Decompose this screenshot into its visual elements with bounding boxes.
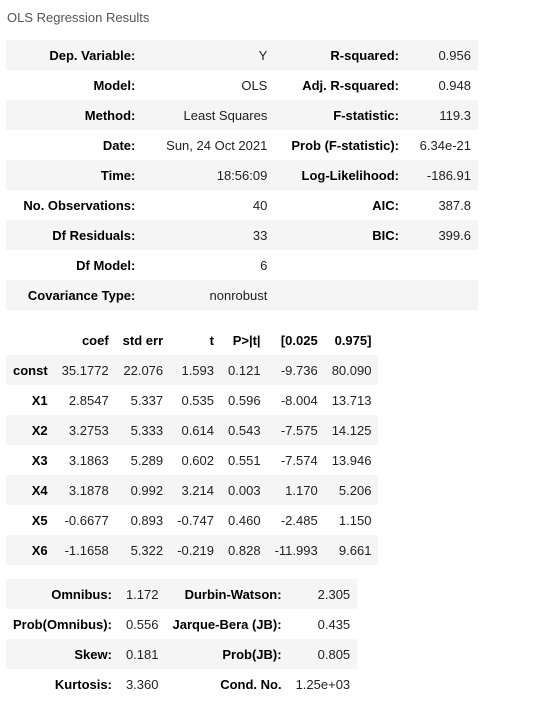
row-header: X4 (31, 482, 48, 498)
summary-value: OLS (241, 77, 268, 93)
summary-value: nonrobust (209, 287, 268, 303)
summary-value: Sun, 24 Oct 2021 (166, 137, 268, 153)
table-cell: 3.2753 (68, 422, 109, 438)
column-header: coef (81, 332, 109, 348)
table-cell: 3.1878 (68, 482, 109, 498)
table-cell: 0.543 (228, 422, 261, 438)
table-header-row (6, 325, 378, 355)
row-header: X1 (31, 392, 48, 408)
diagnostic-label: Kurtosis: (54, 676, 112, 692)
summary-label: R-squared: (330, 47, 399, 63)
summary-label: Df Residuals: (52, 227, 136, 243)
table-cell: 5.337 (130, 392, 164, 408)
table-row (6, 130, 478, 160)
column-header: t (209, 332, 215, 348)
diagnostics-table (6, 579, 357, 699)
diagnostic-label: Omnibus: (51, 586, 112, 602)
table-cell: 2.8547 (68, 392, 109, 408)
summary-value: Y (258, 47, 268, 63)
table-cell: 35.1772 (61, 362, 109, 378)
table-cell: 3.214 (181, 482, 215, 498)
summary-value: -186.91 (426, 167, 471, 183)
summary-label: Method: (84, 107, 136, 123)
table-cell: 3.1863 (68, 452, 109, 468)
table-cell: -9.736 (280, 362, 318, 378)
column-header: P>|t| (232, 332, 261, 348)
table-row (6, 639, 357, 669)
summary-value: 119.3 (439, 107, 471, 123)
diagnostic-value: 3.360 (125, 676, 159, 692)
column-header (6, 325, 55, 355)
diagnostic-value: 0.805 (317, 646, 351, 662)
summary-label: Df Model: (76, 257, 136, 273)
table-cell: -7.574 (280, 452, 318, 468)
summary-label: Time: (100, 167, 136, 183)
summary-value: 6.34e-21 (419, 137, 471, 153)
table-row (6, 190, 478, 220)
diagnostic-label: Jarque-Bera (JB): (172, 616, 282, 632)
summary-label: Log-Likelihood: (301, 167, 399, 183)
table-row (6, 280, 478, 310)
table-row (6, 355, 378, 385)
table-cell: 80.090 (331, 362, 372, 378)
table-cell: 0.535 (181, 392, 215, 408)
table-cell: 0.893 (130, 512, 164, 528)
summary-value: 18:56:09 (216, 167, 268, 183)
model-summary-table (6, 40, 478, 310)
table-row (6, 70, 478, 100)
summary-label: Dep. Variable: (49, 47, 136, 63)
diagnostic-value: 0.435 (317, 616, 351, 632)
table-row (6, 100, 478, 130)
table-cell: -8.004 (280, 392, 318, 408)
table-row (6, 609, 357, 639)
coefficient-table (6, 325, 378, 565)
diagnostic-label: Cond. No. (220, 676, 282, 692)
summary-label: No. Observations: (23, 197, 136, 213)
table-cell: 0.992 (130, 482, 164, 498)
summary-label: Adj. R-squared: (302, 77, 399, 93)
table-row (6, 415, 378, 445)
table-cell: 0.003 (228, 482, 261, 498)
diagnostic-label: Prob(JB): (222, 646, 282, 662)
table-cell: -2.485 (280, 512, 318, 528)
summary-value: 6 (260, 257, 268, 273)
row-header: X3 (31, 452, 48, 468)
table-cell: 5.333 (130, 422, 164, 438)
column-header: [0.025 (280, 332, 318, 348)
summary-label: Model: (93, 77, 136, 93)
row-header: const (13, 362, 48, 378)
table-cell: 0.828 (228, 542, 261, 558)
table-cell: 0.551 (228, 452, 261, 468)
summary-value: 0.948 (438, 77, 471, 93)
summary-label: BIC: (372, 227, 399, 243)
summary-value: 33 (252, 227, 268, 243)
table-cell: -7.575 (280, 422, 318, 438)
table-row (6, 535, 378, 565)
column-header: std err (122, 332, 164, 348)
table-cell: 13.713 (331, 392, 372, 408)
table-cell: 5.206 (338, 482, 372, 498)
table-cell: 22.076 (123, 362, 164, 378)
table-cell: 0.614 (181, 422, 215, 438)
table-cell: -0.219 (177, 542, 215, 558)
table-cell: 0.596 (228, 392, 261, 408)
table-row (6, 445, 378, 475)
column-header: 0.975] (334, 332, 372, 348)
table-cell: 0.121 (228, 362, 261, 378)
table-cell: 0.602 (181, 452, 215, 468)
table-row (6, 40, 478, 70)
table-row (6, 385, 378, 415)
table-cell: -1.1658 (64, 542, 109, 558)
diagnostic-label: Skew: (74, 646, 112, 662)
row-header: X5 (31, 512, 48, 528)
table-cell: 13.946 (331, 452, 372, 468)
summary-value: Least Squares (183, 107, 268, 123)
diagnostic-value: 1.25e+03 (295, 676, 351, 692)
summary-label: AIC: (372, 197, 399, 213)
table-cell: 9.661 (338, 542, 372, 558)
diagnostic-value: 0.556 (125, 616, 159, 632)
table-cell: 1.170 (285, 482, 318, 498)
diagnostic-value: 1.172 (125, 586, 159, 602)
table-cell: 0.460 (228, 512, 261, 528)
table-row (6, 160, 478, 190)
table-row (6, 220, 478, 250)
summary-label (274, 280, 406, 310)
summary-value: 40 (252, 197, 268, 213)
diagnostic-label: Durbin-Watson: (184, 586, 282, 602)
summary-value: 0.956 (438, 47, 471, 63)
table-row (6, 505, 378, 535)
summary-label: Covariance Type: (27, 287, 136, 303)
table-cell: 1.150 (338, 512, 372, 528)
table-cell: -11.993 (274, 542, 318, 558)
table-row (6, 579, 357, 609)
summary-value (406, 250, 478, 280)
summary-value: 399.6 (438, 227, 471, 243)
table-row (6, 669, 357, 699)
row-header: X6 (31, 542, 48, 558)
summary-value: 387.8 (438, 197, 471, 213)
summary-label (274, 250, 406, 280)
diagnostic-label: Prob(Omnibus): (13, 616, 112, 632)
table-cell: -0.747 (177, 512, 215, 528)
table-cell: -0.6677 (64, 512, 109, 528)
summary-value (406, 280, 478, 310)
table-cell: 14.125 (331, 422, 372, 438)
summary-label: Prob (F-statistic): (291, 137, 399, 153)
table-row (6, 475, 378, 505)
diagnostic-value: 0.181 (125, 646, 159, 662)
table-row (6, 250, 478, 280)
row-header: X2 (31, 422, 48, 438)
summary-label: F-statistic: (333, 107, 399, 123)
table-cell: 5.322 (130, 542, 164, 558)
table-cell: 5.289 (130, 452, 164, 468)
diagnostic-value: 2.305 (317, 586, 351, 602)
table-cell: 1.593 (181, 362, 215, 378)
summary-label: Date: (102, 137, 136, 153)
table-caption: OLS Regression Results (7, 10, 150, 25)
